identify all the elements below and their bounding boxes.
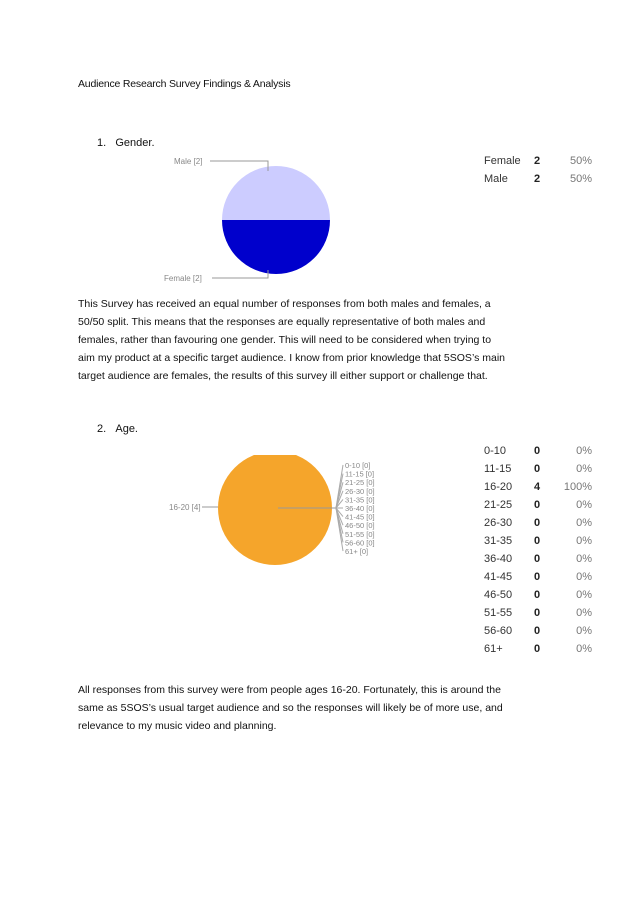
legend-percent: 0% (576, 553, 592, 565)
legend-percent: 100% (563, 481, 592, 493)
zero-slice-label: 0-10 [0] (345, 461, 371, 470)
legend-count: 2 (534, 155, 541, 167)
document-title: Audience Research Survey Findings & Analysis (78, 78, 291, 90)
legend-row (484, 514, 592, 532)
zero-slice-label: 11-15 [0] (345, 469, 375, 479)
paragraph-line: aim my product at a specific target audience. I know from prior knowledge that 5SOS’s main (78, 352, 506, 364)
legend-row (484, 622, 592, 640)
age-slice-label: 16-20 [4] (169, 503, 201, 512)
paragraph-line: All responses from this survey were from people ages 16-20. Fortunately, this is around the (78, 684, 501, 696)
legend-percent: 0% (576, 517, 592, 529)
section-2-heading (97, 423, 138, 435)
legend-row (484, 170, 592, 188)
female-slice-label: Female [2] (164, 274, 202, 283)
legend-percent: 50% (569, 155, 592, 167)
legend-row (484, 442, 592, 460)
legend-count: 0 (534, 571, 541, 583)
legend-label: 36-40 (484, 553, 513, 565)
pie-slice-16-20 (218, 455, 332, 565)
legend-row (484, 460, 592, 478)
legend-label: Female (484, 155, 521, 167)
legend-percent: 0% (576, 463, 592, 475)
paragraph-line: 50/50 split. This means that the responses are equally representative of both males and (78, 316, 486, 328)
section-2-title: Age. (115, 423, 138, 435)
zero-slice-label: 36-40 [0] (345, 504, 375, 513)
zero-slice-label: 26-30 [0] (345, 486, 375, 496)
legend-row (484, 478, 592, 496)
legend-label: 26-30 (484, 517, 513, 529)
legend-count: 0 (534, 463, 541, 475)
legend-percent: 0% (576, 499, 592, 511)
legend-label: 0-10 (484, 445, 507, 457)
zero-slice-label: 21-25 [0] (345, 478, 375, 488)
section-2-number: 2. (97, 423, 107, 435)
paragraph-line: same as 5SOS’s usual target audience and so the responses will likely be of more use, and (78, 702, 503, 714)
legend-label: 31-35 (484, 535, 513, 547)
legend-count: 4 (534, 481, 541, 493)
legend-count: 0 (534, 625, 541, 637)
legend-count: 0 (534, 553, 541, 565)
section-1-title: Gender. (115, 137, 155, 149)
legend-count: 0 (534, 589, 541, 601)
legend-label: 16-20 (484, 481, 513, 493)
zero-slice-label: 56-60 [0] (345, 538, 375, 548)
legend-count: 0 (534, 535, 541, 547)
legend-percent: 0% (576, 589, 592, 601)
legend-percent: 0% (576, 607, 592, 619)
legend-label: 61+ (484, 643, 503, 655)
male-slice-label: Male [2] (174, 157, 203, 166)
paragraph-line: target audience are females, the results of this survey ill either support or challenge that. (78, 370, 488, 382)
legend-percent: 50% (569, 173, 592, 185)
section-1-paragraph (78, 295, 568, 385)
legend-percent: 0% (576, 625, 592, 637)
legend-percent: 0% (576, 571, 592, 583)
gender-legend (484, 152, 592, 188)
legend-label: Male (484, 173, 508, 185)
legend-count: 0 (534, 499, 541, 511)
legend-row (484, 640, 592, 658)
legend-row (484, 152, 592, 170)
legend-row (484, 550, 592, 568)
zero-slice-label: 31-35 [0] (345, 495, 375, 505)
section-1-heading (97, 137, 155, 149)
paragraph-line: relevance to my music video and planning. (78, 720, 277, 732)
legend-percent: 0% (576, 445, 592, 457)
legend-row (484, 604, 592, 622)
gender-pie-group (222, 166, 330, 274)
legend-label: 46-50 (484, 589, 513, 601)
legend-label: 41-45 (484, 571, 513, 583)
legend-percent: 0% (576, 643, 592, 655)
gender-pie-chart (160, 150, 350, 290)
legend-label: 51-55 (484, 607, 513, 619)
paragraph-line: females, rather than favouring one gender. This will need to be considered when trying to (78, 334, 492, 346)
zero-slice-label: 61+ [0] (345, 547, 369, 556)
legend-count: 0 (534, 643, 541, 655)
legend-row (484, 586, 592, 604)
legend-row (484, 532, 592, 550)
zero-slice-label: 46-50 [0] (345, 521, 375, 531)
legend-label: 11-15 (484, 463, 512, 475)
legend-count: 0 (534, 607, 541, 619)
legend-count: 0 (534, 445, 541, 457)
legend-count: 0 (534, 517, 541, 529)
legend-label: 56-60 (484, 625, 513, 637)
section-1-number: 1. (97, 137, 107, 149)
legend-count: 2 (534, 173, 541, 185)
legend-label: 21-25 (484, 499, 513, 511)
legend-row (484, 496, 592, 514)
pie-slice-female (222, 220, 330, 274)
legend-percent: 0% (576, 535, 592, 547)
section-2-paragraph (78, 681, 568, 735)
age-pie-group (218, 455, 332, 565)
paragraph-line: This Survey has received an equal number of responses from both males and females, a (78, 298, 491, 310)
zero-slice-label: 41-45 [0] (345, 512, 375, 522)
zero-slice-label: 51-55 [0] (345, 529, 375, 539)
pie-slice-male (222, 166, 330, 220)
age-legend (484, 442, 592, 658)
age-pie-chart (160, 455, 390, 580)
legend-row (484, 568, 592, 586)
